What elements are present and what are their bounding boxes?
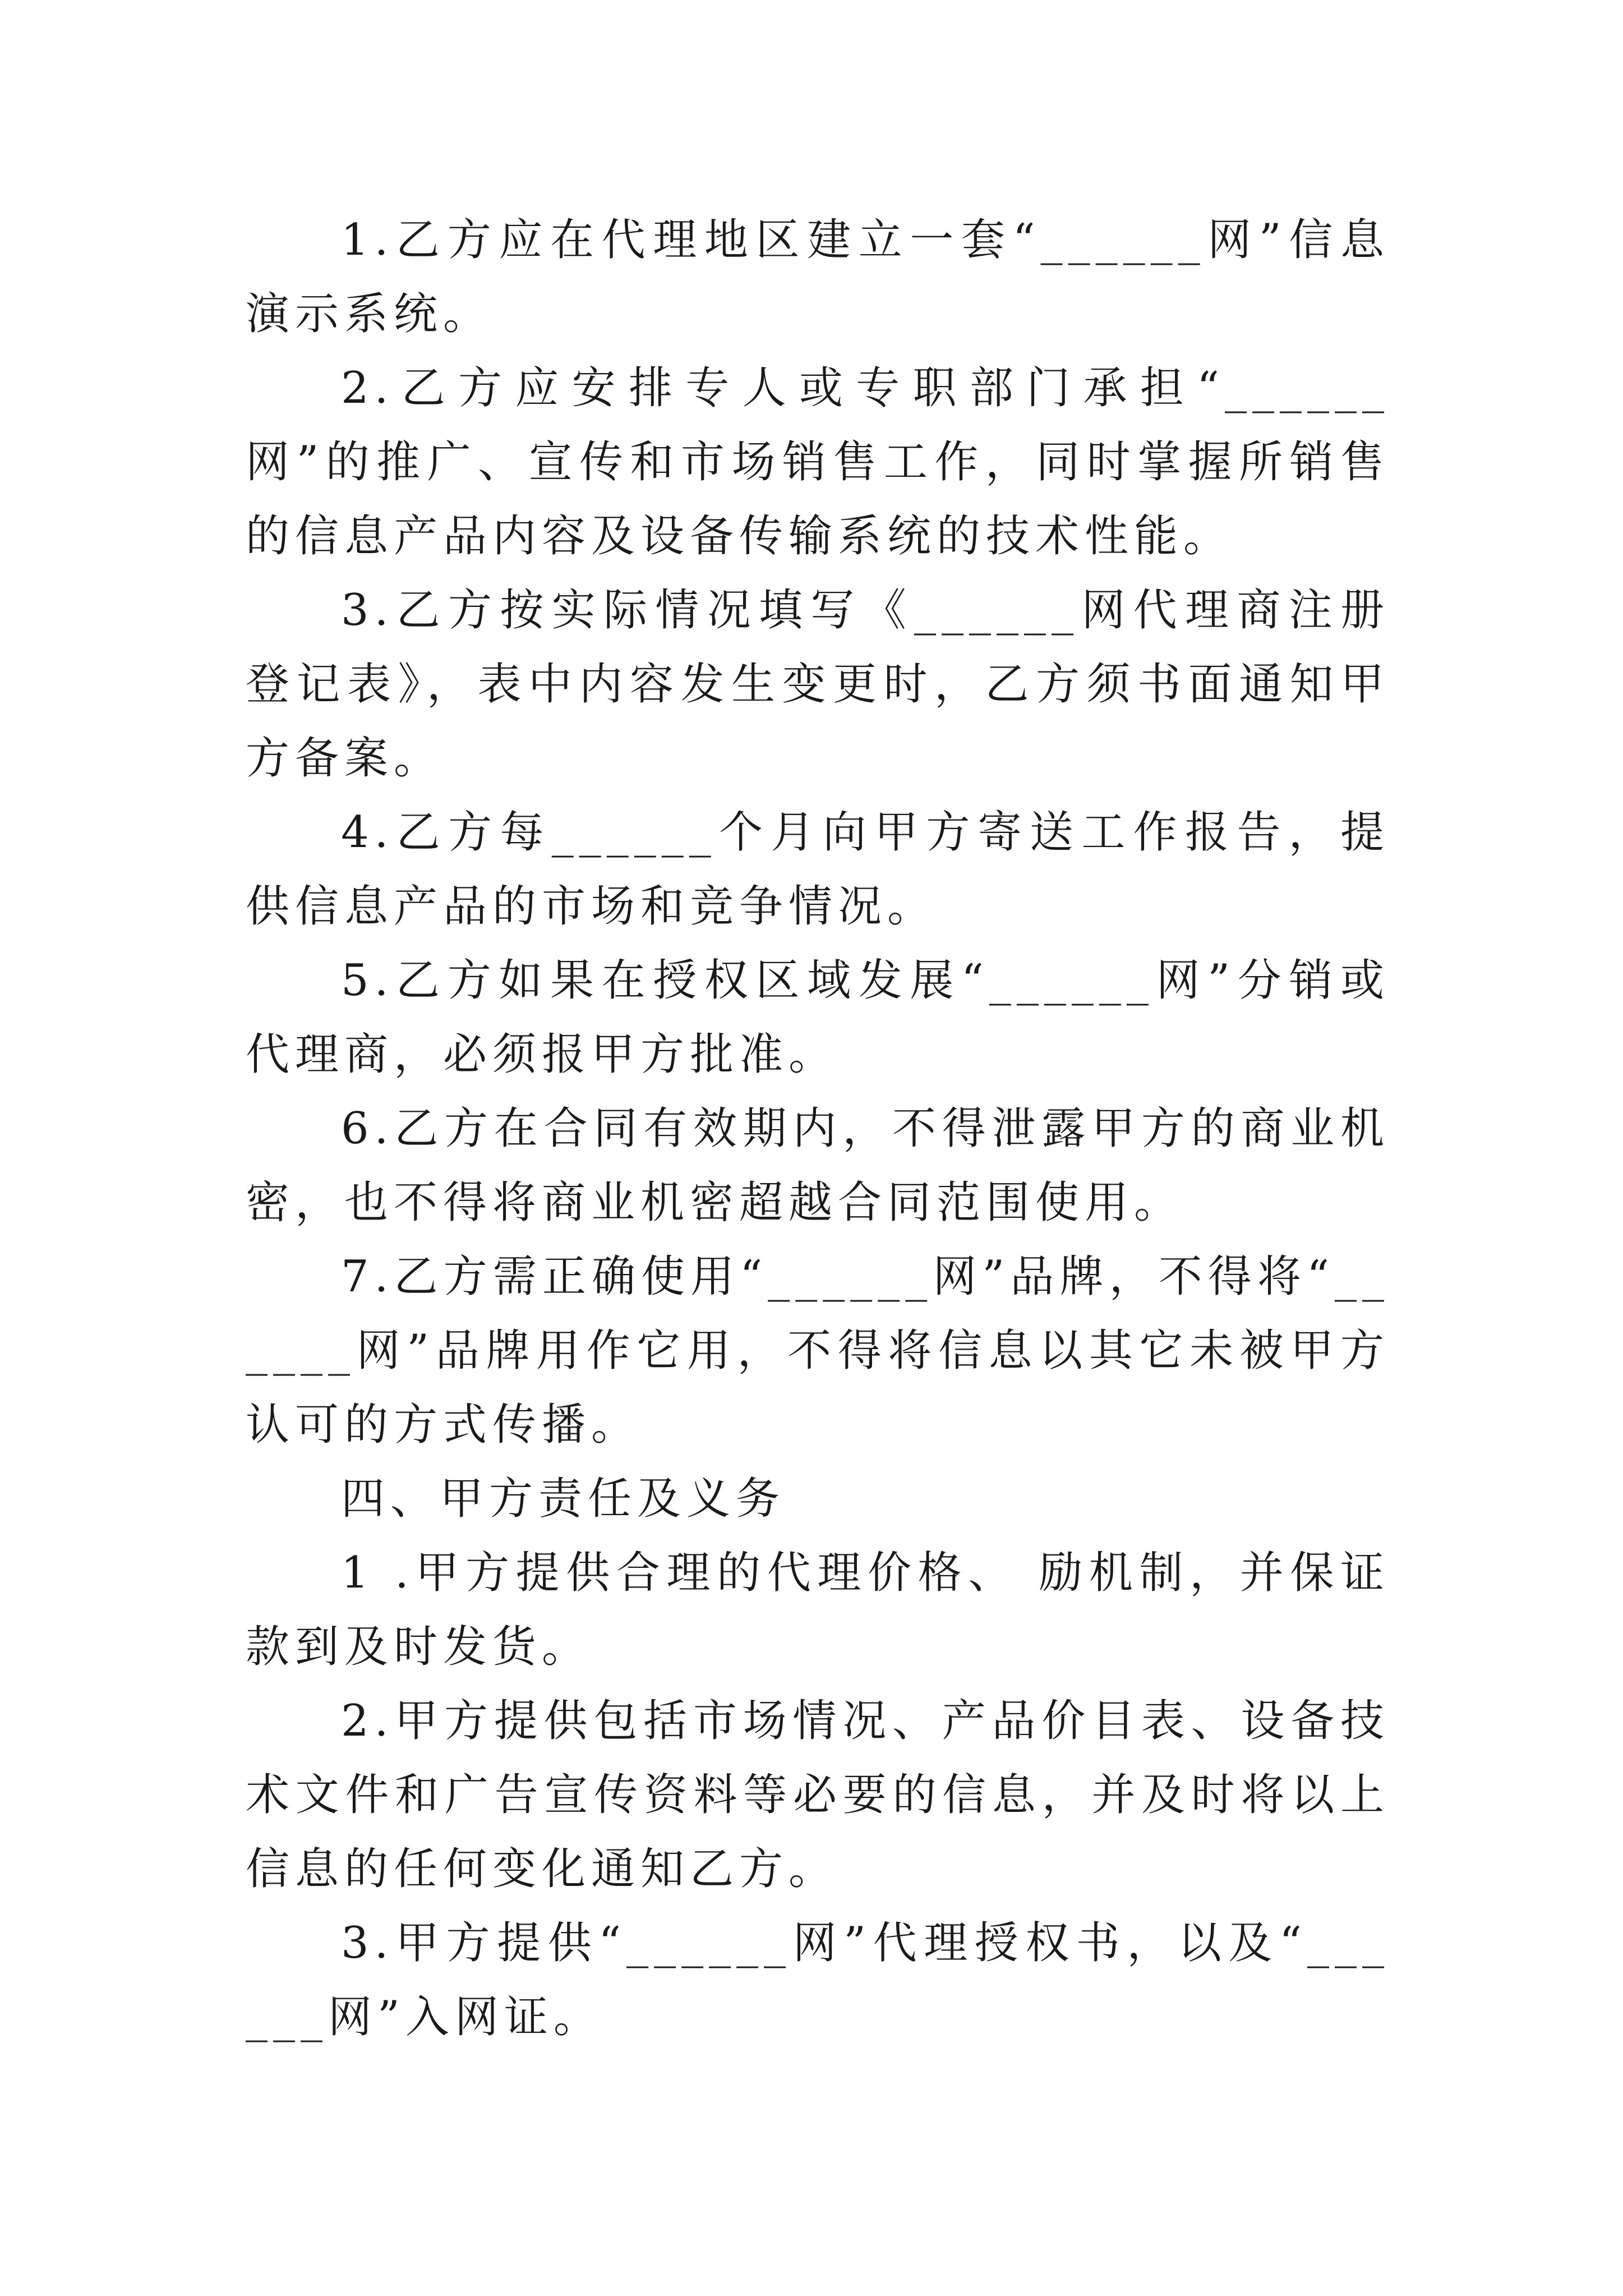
clause-b-2: 2.乙方应安排专人或专职部门承担“______网”的推广、宣传和市场销售工作，同时掌握所销售的信息产品内容及设备传输系统的技术性能。 xyxy=(246,363,1390,562)
clause-b-4: 4.乙方每______个月向甲方寄送工作报告，提供信息产品的市场和竞争情况。 xyxy=(246,807,1390,932)
clause-a-1: 1 .甲方提供合理的代理价格、 励机制，并保证款到及时发货。 xyxy=(246,1548,1390,1672)
section-heading-party-a: 四、甲方责任及义务 xyxy=(341,1474,786,1524)
clause-b-1: 1.乙方应在代理地区建立一套“______网”信息演示系统。 xyxy=(246,215,1390,339)
clause-b-3: 3.乙方按实际情况填写《______网代理商注册登记表》，表中内容发生变更时，乙方须书面通知甲方备案。 xyxy=(246,585,1390,784)
clause-b-7: 7.乙方需正确使用“______网”品牌，不得将“______网”品牌用作它用，不得将信息以其它未被甲方认可的方式传播。 xyxy=(246,1251,1390,1450)
document-body xyxy=(246,203,1390,2054)
clause-b-5: 5.乙方如果在授权区域发展“______网”分销或代理商，必须报甲方批准。 xyxy=(246,955,1390,1080)
clause-a-3: 3.甲方提供“______网”代理授权书，以及“______网”入网证。 xyxy=(246,1918,1390,2042)
clause-a-2: 2.甲方提供包括市场情况、产品价目表、设备技术文件和广告宣传资料等必要的信息，并及时将以上信息的任何变化通知乙方。 xyxy=(246,1696,1390,1894)
clause-b-6: 6.乙方在合同有效期内，不得泄露甲方的商业机密，也不得将商业机密超越合同范围使用。 xyxy=(246,1103,1390,1228)
